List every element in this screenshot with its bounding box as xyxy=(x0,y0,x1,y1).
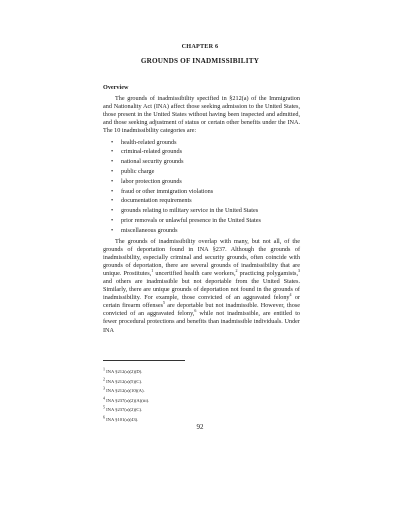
overlap-paragraph: The grounds of inadmissibility overlap with many, but not all, of the grounds of deportation found in INA §237. Although the grounds of inadmissibility, especially criminal and security grounds, often coincide with grounds of deportation, there are several grounds of inadmissibility that are unique. Prostitutes,$^1$ uncertified health care workers,$^2$ practicing polygamists,$^3$ and others are inadmissible but not deportable from the United States. Similarly, there are unique grounds of deportation not found in the grounds of inadmissibility. For example, those convicted of an aggravated felony$^4$ or certain firearm offenses$^5$ are deportable but not inadmissible. However, those convicted of an aggravated felony,$^6$ while not inadmissible, are entitled to fewer procedural protections and benefits than inadmissible individuals. Under INA xyxy=(103,237,301,334)
bullet-icon: • xyxy=(111,197,114,205)
bullet-icon: • xyxy=(111,187,114,195)
list-item: • prior removals or unlawful presence in the United States xyxy=(111,216,261,224)
footnote: $^1$ INA §212(a)(2)(D). xyxy=(103,366,143,374)
footnote: $^3$ INA §212(a)(10)(A). xyxy=(103,385,145,394)
footnote-ref: 3 xyxy=(298,267,301,273)
list-item: • documentation requirements xyxy=(111,197,192,205)
intro-paragraph: The grounds of inadmissibility specified in §212(a) of the Immigration and Nationality Act (INA) affect those seeking admission to the United States, those present in the United States without having been inspected and admitted, and those seeking adjustment of status or certain other benefits under the INA. The 10 inadmissibility categories are: xyxy=(103,95,300,135)
list-item: • labor protection grounds xyxy=(111,177,182,185)
inadmissibility-categories-list xyxy=(103,138,300,236)
footnote-ref: 6 xyxy=(194,308,197,314)
bullet-icon: • xyxy=(111,177,114,185)
list-item: • national security grounds xyxy=(111,158,184,166)
footnote: $^4$ INA §237(a)(2)(A)(iii). xyxy=(103,395,150,403)
footnote-ref: 2 xyxy=(235,267,238,273)
footnote-ref: 5 xyxy=(163,300,166,306)
section-heading: Overview xyxy=(103,84,129,91)
footnote: $^6$ INA §101(a)(43). xyxy=(103,414,139,422)
body-text xyxy=(103,84,300,335)
bullet-icon: • xyxy=(111,148,114,156)
list-item: • fraud or other immigration violations xyxy=(111,187,214,195)
bullet-icon: • xyxy=(111,167,114,175)
chapter-title: GROUNDS OF INADMISSIBILITY xyxy=(140,57,260,65)
list-item: • miscellaneous grounds xyxy=(111,226,178,234)
footnote: $^2$ INA §212(a)(5)(C). xyxy=(103,376,143,384)
list-item: • criminal-related grounds xyxy=(111,148,182,156)
bullet-icon: • xyxy=(111,216,114,224)
list-item: • grounds relating to military service in the United States xyxy=(111,207,259,215)
chapter-label: CHAPTER 6 xyxy=(181,43,219,50)
footnote-ref: 4 xyxy=(289,292,292,298)
bullet-icon: • xyxy=(111,207,114,215)
footnote-ref: 1 xyxy=(151,267,154,273)
list-item: • health-related grounds xyxy=(111,138,177,146)
footnote-divider xyxy=(103,360,185,361)
bullet-icon: • xyxy=(111,138,114,146)
bullet-icon: • xyxy=(111,226,114,234)
bullet-icon: • xyxy=(111,158,114,166)
page-number: 92 xyxy=(196,423,204,431)
list-item: • public charge xyxy=(111,167,155,175)
footnote: $^5$ INA §237(a)(2)(C). xyxy=(103,404,143,413)
footnotes xyxy=(103,367,300,425)
